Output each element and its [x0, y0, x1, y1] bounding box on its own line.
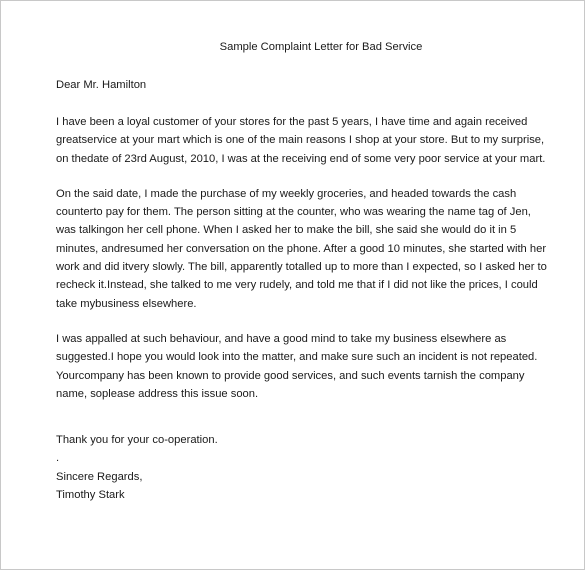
text-line: Yourcompany has been known to provide good services, and such events tarnish the company: [56, 369, 525, 382]
text-line: counterto pay for them. The person sitting at the counter, who was wearing the name tag of Jen,: [56, 206, 531, 219]
closing-block: [56, 431, 556, 504]
text-line: was talkingon her cell phone. When I asked her to make the bill, she said she would do it in 5: [56, 224, 517, 237]
closing-regards: Sincere Regards,: [56, 470, 143, 483]
paragraph-1: [56, 113, 556, 168]
paragraph-3: [56, 330, 556, 403]
text-line: on thedate of 23rd August, 2010, I was at the receiving end of some very poor service at your mart.: [56, 152, 546, 165]
text-line: minutes, andresumed her conversation on the phone. After a good 10 minutes, she started with her: [56, 242, 547, 255]
closing-thanks: Thank you for your co-operation.: [56, 434, 218, 447]
text-line: On the said date, I made the purchase of my weekly groceries, and headed towards the cash: [56, 187, 517, 200]
text-line: greatservice at your mart which is one of the main reasons I shop at your store. But to my surprise,: [56, 134, 545, 147]
paragraph-2: [56, 185, 556, 313]
letter-body: [56, 39, 556, 504]
text-line: I was appalled at such behaviour, and have a good mind to take my business elsewhere as: [56, 332, 507, 345]
text-line: recheck it.Instead, she talked to me very rudely, and told me that if I did not like the prices, I could: [56, 279, 538, 292]
text-line: name, soplease address this issue soon.: [56, 387, 259, 400]
closing-dot: .: [56, 452, 60, 465]
text-line: take mybusiness elsewhere.: [56, 297, 197, 310]
letter-title: Sample Complaint Letter for Bad Service: [219, 41, 423, 53]
signature-name: Timothy Stark: [56, 489, 125, 502]
text-line: I have been a loyal customer of your stores for the past 5 years, I have time and again received: [56, 116, 528, 128]
salutation: Dear Mr. Hamilton: [56, 79, 147, 91]
text-line: suggested.I hope you would look into the matter, and make sure such an incident is not repeated.: [56, 351, 538, 364]
text-line: work and did itvery slowly. The bill, apparently totalled up to more than I expected, so I asked her to: [56, 261, 547, 274]
